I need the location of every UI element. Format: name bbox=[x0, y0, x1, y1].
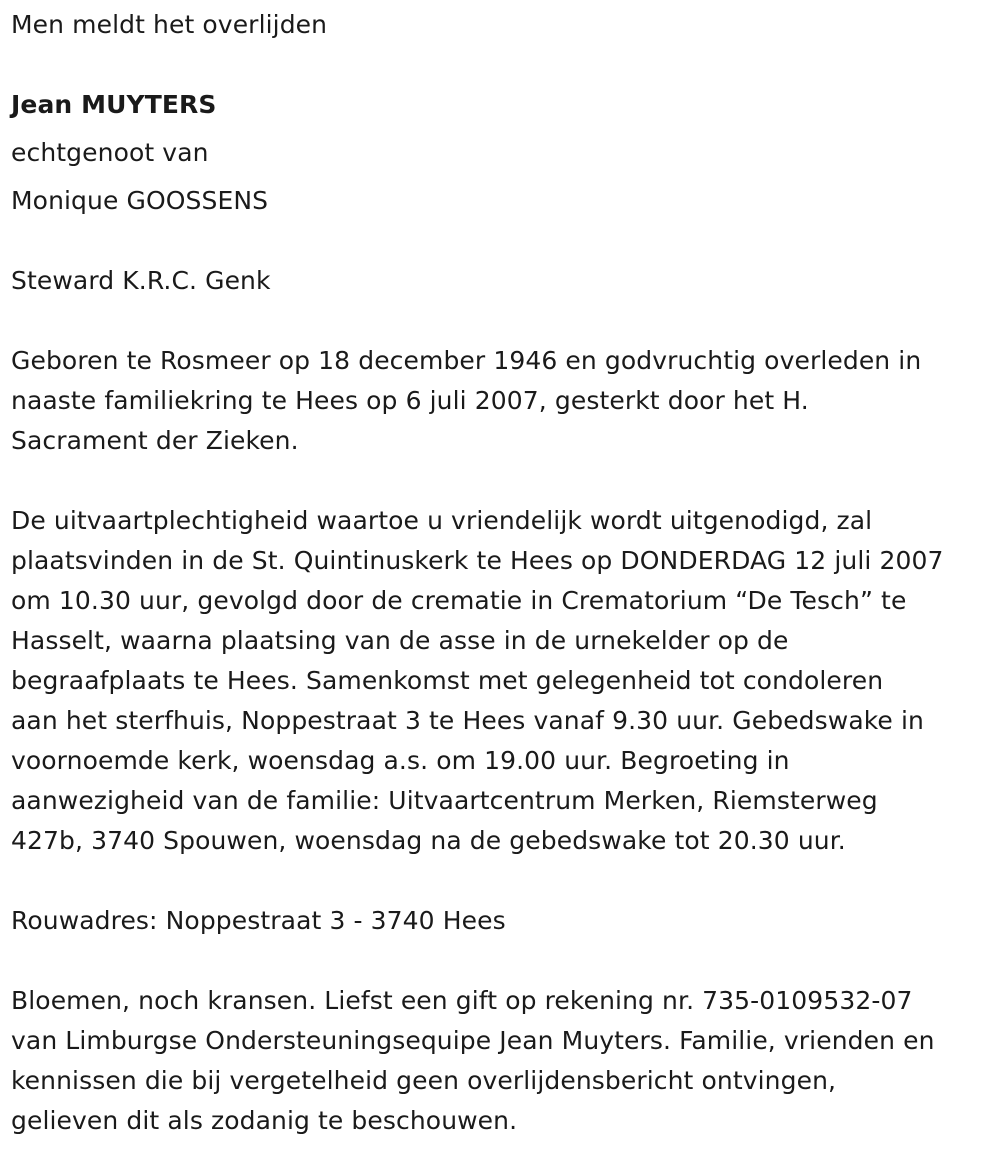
relation-text: echtgenoot van bbox=[11, 138, 209, 167]
flowers-paragraph: Bloemen, noch kransen. Liefst een gift op rekening nr. 735-0109532-07 van Limburgse Ondersteuningsequipe Jean Muyters. Familie, vrienden en kennissen die bij vergetelheid geen overlijdensbericht ontvingen, gelieven dit als zodanig te beschouwen. bbox=[11, 986, 935, 1135]
intro-text: Men meldt het overlijden bbox=[11, 10, 328, 39]
spouse-name: Monique GOOSSENS bbox=[11, 186, 269, 215]
deceased-name: Jean MUYTERS bbox=[11, 90, 217, 119]
birth-death-paragraph: Geboren te Rosmeer op 18 december 1946 en godvruchtig overleden in naaste familiekring te Hees op 6 juli 2007, gesterkt door het H. Sacrament der Zieken. bbox=[11, 346, 922, 455]
funeral-paragraph: De uitvaartplechtigheid waartoe u vriendelijk wordt uitgenodigd, zal plaatsvinden in de St. Quintinuskerk te Hees op DONDERDAG 12 juli 2007 om 10.30 uur, gevolgd door de crematie in Crematorium “De Tesch” te Hasselt, waarna plaatsing van de asse in de urnekelder op de begraafplaats te Hees. Samenkomst met gelegenheid tot condoleren aan het sterfhuis, Noppestraat 3 te Hees vanaf 9.30 uur. Gebedswake in voornoemde kerk, woensdag a.s. om 19.00 uur. Begroeting in aanwezigheid van de familie: Uitvaartcentrum Merken, Riemsterweg 427b, 3740 Spouwen, woensdag na de gebedswake tot 20.30 uur. bbox=[11, 506, 944, 855]
title-role: Steward K.R.C. Genk bbox=[11, 266, 271, 295]
mourning-address: Rouwadres: Noppestraat 3 - 3740 Hees bbox=[11, 906, 506, 935]
